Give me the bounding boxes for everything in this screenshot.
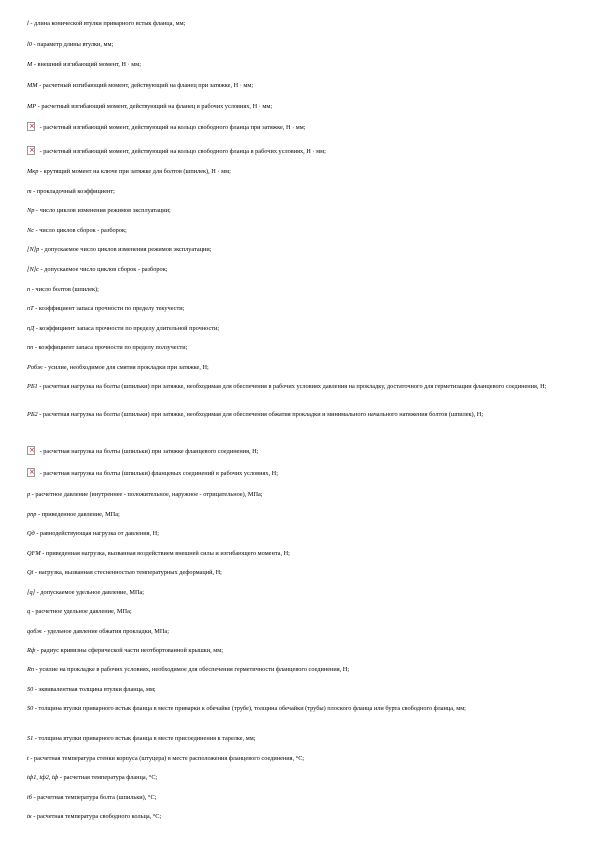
symbol: nТ bbox=[27, 305, 34, 312]
definition-text: - расчетный изгибающий момент, действующий на кольцо свободного фланца при затяжке, Н · мм; bbox=[38, 124, 306, 131]
broken-image-icon bbox=[27, 468, 35, 477]
symbol: tб bbox=[27, 794, 32, 801]
definition-line bbox=[27, 646, 572, 655]
broken-image-icon bbox=[27, 446, 35, 455]
symbol: l bbox=[27, 20, 29, 27]
definition-text: - усилие, необходимое для смятия прокладки при затяжке, Н; bbox=[42, 364, 209, 371]
definition-text: - число болтов (шпилек); bbox=[30, 286, 99, 293]
symbol: q bbox=[27, 608, 31, 615]
definition-line bbox=[27, 285, 572, 294]
definition-text: - расчетный изгибающий момент, действующий на кольцо свободного фланца в рабочих условиях, Н · мм; bbox=[38, 148, 326, 155]
definition-text: - приведенное давление, МПа; bbox=[36, 511, 120, 518]
definition-text: - расчетная нагрузка на болты (шпильки) при затяжке, необходимая для обеспечения обжатия прокладки и минимального начального натяжения болтов (шпилек), Н; bbox=[37, 411, 484, 418]
symbol: Pобж bbox=[27, 364, 43, 371]
definition-line bbox=[27, 607, 572, 616]
definition-line bbox=[27, 410, 572, 419]
definition-line bbox=[27, 549, 572, 558]
symbol: MM bbox=[27, 82, 38, 89]
definition-line bbox=[27, 529, 572, 538]
definition-text: - удельное давление обжатия прокладки, МПа; bbox=[42, 628, 169, 635]
definition-text: - усилие на прокладке в рабочих условиях, необходимое для обеспечения герметичности фланцевого соединения, Н; bbox=[34, 666, 350, 673]
definition-line bbox=[27, 510, 572, 519]
definition-line bbox=[27, 773, 572, 782]
definition-text: - расчетная температура болта (шпильки), °С; bbox=[31, 794, 157, 801]
symbol: S0 bbox=[27, 705, 34, 712]
definition-line bbox=[27, 226, 572, 235]
definition-text: - расчетная температура фланца, °С; bbox=[58, 774, 158, 781]
symbol: [N]c bbox=[27, 266, 39, 273]
definition-line bbox=[27, 40, 572, 49]
definition-line bbox=[27, 265, 572, 274]
definition-line bbox=[27, 363, 572, 372]
definition-line bbox=[27, 304, 572, 313]
definition-line bbox=[27, 704, 572, 713]
definition-text: - радиус кривизны сферической части неотбортованной крышки, мм; bbox=[35, 647, 223, 654]
definition-text: - расчетный изгибающий момент, действующий на фланец в рабочих условиях, Н · мм; bbox=[36, 103, 273, 110]
symbol: Nc bbox=[27, 227, 34, 234]
definition-text: - крутящий момент на ключе при затяжке для болтов (шпилек), Н · мм; bbox=[38, 168, 231, 175]
symbol: Mкр bbox=[27, 168, 39, 175]
definition-line bbox=[27, 343, 572, 352]
definition-line bbox=[27, 754, 572, 763]
symbol: p bbox=[27, 491, 31, 498]
definition-line bbox=[27, 793, 572, 802]
broken-image-icon bbox=[27, 146, 35, 155]
definition-text: - равнодействующая нагрузка от давления, Н; bbox=[34, 530, 159, 537]
definition-text: - толщина втулки приварного встык фланца в месте присоединения к тарелке, мм; bbox=[33, 735, 256, 742]
definition-line bbox=[27, 588, 572, 597]
definition-text: - коэффициент запаса прочности по пределу длительной прочности; bbox=[34, 325, 220, 332]
definition-text: - допускаемое удельное давление, МПа; bbox=[35, 589, 145, 596]
definition-line bbox=[27, 146, 572, 156]
symbol: QFM bbox=[27, 550, 41, 557]
definition-text: - допускаемое число циклов сборок - разборок; bbox=[38, 266, 168, 273]
definition-line bbox=[27, 102, 572, 111]
definition-line bbox=[27, 665, 572, 674]
symbol: [N]p bbox=[27, 246, 40, 253]
definition-line bbox=[27, 734, 572, 743]
definition-line bbox=[27, 122, 572, 132]
symbol: [q] bbox=[27, 589, 36, 596]
symbol: nп bbox=[27, 344, 34, 351]
definition-text: - прокладочный коэффициент; bbox=[31, 188, 115, 195]
definition-text: - расчетная нагрузка на болты (шпильки) фланцевых соединений в рабочих условиях, Н; bbox=[38, 470, 278, 477]
symbol: PБ2 bbox=[27, 411, 38, 418]
symbol: S0 bbox=[27, 686, 34, 693]
definition-line bbox=[27, 206, 572, 215]
symbol: Qд bbox=[27, 530, 35, 537]
definition-text: - число циклов сборок - разборок; bbox=[34, 227, 127, 234]
definition-line bbox=[27, 468, 572, 478]
definition-text: - число циклов изменения режимов эксплуатации; bbox=[34, 207, 171, 214]
symbol: Rп bbox=[27, 666, 34, 673]
definition-text: - коэффициент запаса прочности по пределу текучести; bbox=[33, 305, 185, 312]
symbol: nД bbox=[27, 325, 35, 332]
definition-line bbox=[27, 324, 572, 333]
definition-line bbox=[27, 19, 572, 28]
symbol: pпр bbox=[27, 511, 37, 518]
definition-text: - расчетная нагрузка на болты (шпильки) при затяжке, необходимая для обеспечения в рабочих условиях давления на прокладку, достаточного для герметизации фланцевого соединения, Н; bbox=[37, 383, 547, 390]
definition-text: - расчетное удельное давление, МПа; bbox=[30, 608, 132, 615]
definition-text: - расчетное давление (внутреннее - положительное, наружное - отрицательное), МПа; bbox=[30, 491, 263, 498]
symbol: Rф bbox=[27, 647, 36, 654]
symbol: Qt bbox=[27, 569, 34, 576]
symbol: t bbox=[27, 755, 29, 762]
symbol: tф1, tф2, tф bbox=[27, 774, 59, 781]
symbol: m bbox=[27, 188, 32, 195]
symbol: tк bbox=[27, 813, 32, 820]
definition-text: - расчетная нагрузка на болты (шпильки) при затяжке фланцевого соединения, Н; bbox=[38, 448, 259, 455]
definition-text: - параметр длины втулки, мм; bbox=[31, 41, 114, 48]
symbol: M bbox=[27, 61, 33, 68]
definition-line bbox=[27, 568, 572, 577]
definition-line bbox=[27, 382, 572, 391]
definition-line bbox=[27, 685, 572, 694]
definition-line bbox=[27, 627, 572, 636]
definition-line bbox=[27, 187, 572, 196]
definition-line bbox=[27, 490, 572, 499]
definition-line bbox=[27, 81, 572, 90]
definition-line bbox=[27, 812, 572, 821]
definition-text: - расчетная температура стенки корпуса (штуцера) в месте расположения фланцевого соединения, °С; bbox=[28, 755, 305, 762]
definition-text: - допускаемое число циклов изменения режимов эксплуатации; bbox=[39, 246, 212, 253]
symbol: n bbox=[27, 286, 31, 293]
definition-line bbox=[27, 446, 572, 456]
symbol: PБ1 bbox=[27, 383, 38, 390]
broken-image-icon bbox=[27, 122, 35, 131]
definition-text: - длина конической втулки приварного встык фланца, мм; bbox=[28, 20, 186, 27]
definition-text: - расчетная температура свободного кольца, °С; bbox=[31, 813, 162, 820]
definition-text: - внешний изгибающий момент, Н · мм; bbox=[32, 61, 141, 68]
definition-line bbox=[27, 167, 572, 176]
symbol: S1 bbox=[27, 735, 34, 742]
definition-line bbox=[27, 245, 572, 254]
symbol: Np bbox=[27, 207, 35, 214]
symbol: MP bbox=[27, 103, 37, 110]
definition-line bbox=[27, 60, 572, 69]
definition-text: - расчетный изгибающий момент, действующий на фланец при затяжке, Н · мм; bbox=[37, 82, 254, 89]
definition-text: - коэффициент запаса прочности по пределу ползучести; bbox=[33, 344, 188, 351]
definition-text: - приведенная нагрузка, вызванная воздействием внешней силы и изгибающего момента, Н; bbox=[40, 550, 290, 557]
symbol: l0 bbox=[27, 41, 32, 48]
definition-text: - эквивалентная толщина втулки фланца, мм; bbox=[33, 686, 156, 693]
symbol: qобж bbox=[27, 628, 43, 635]
definition-text: - толщина втулки приварного встык фланца в месте приварки к обечайке (трубе), толщина обечайки (трубы) плоского фланца или бурта свободного фланца, мм; bbox=[33, 705, 466, 712]
definition-text: - нагрузка, вызванная стесненностью температурных деформаций, Н; bbox=[33, 569, 222, 576]
